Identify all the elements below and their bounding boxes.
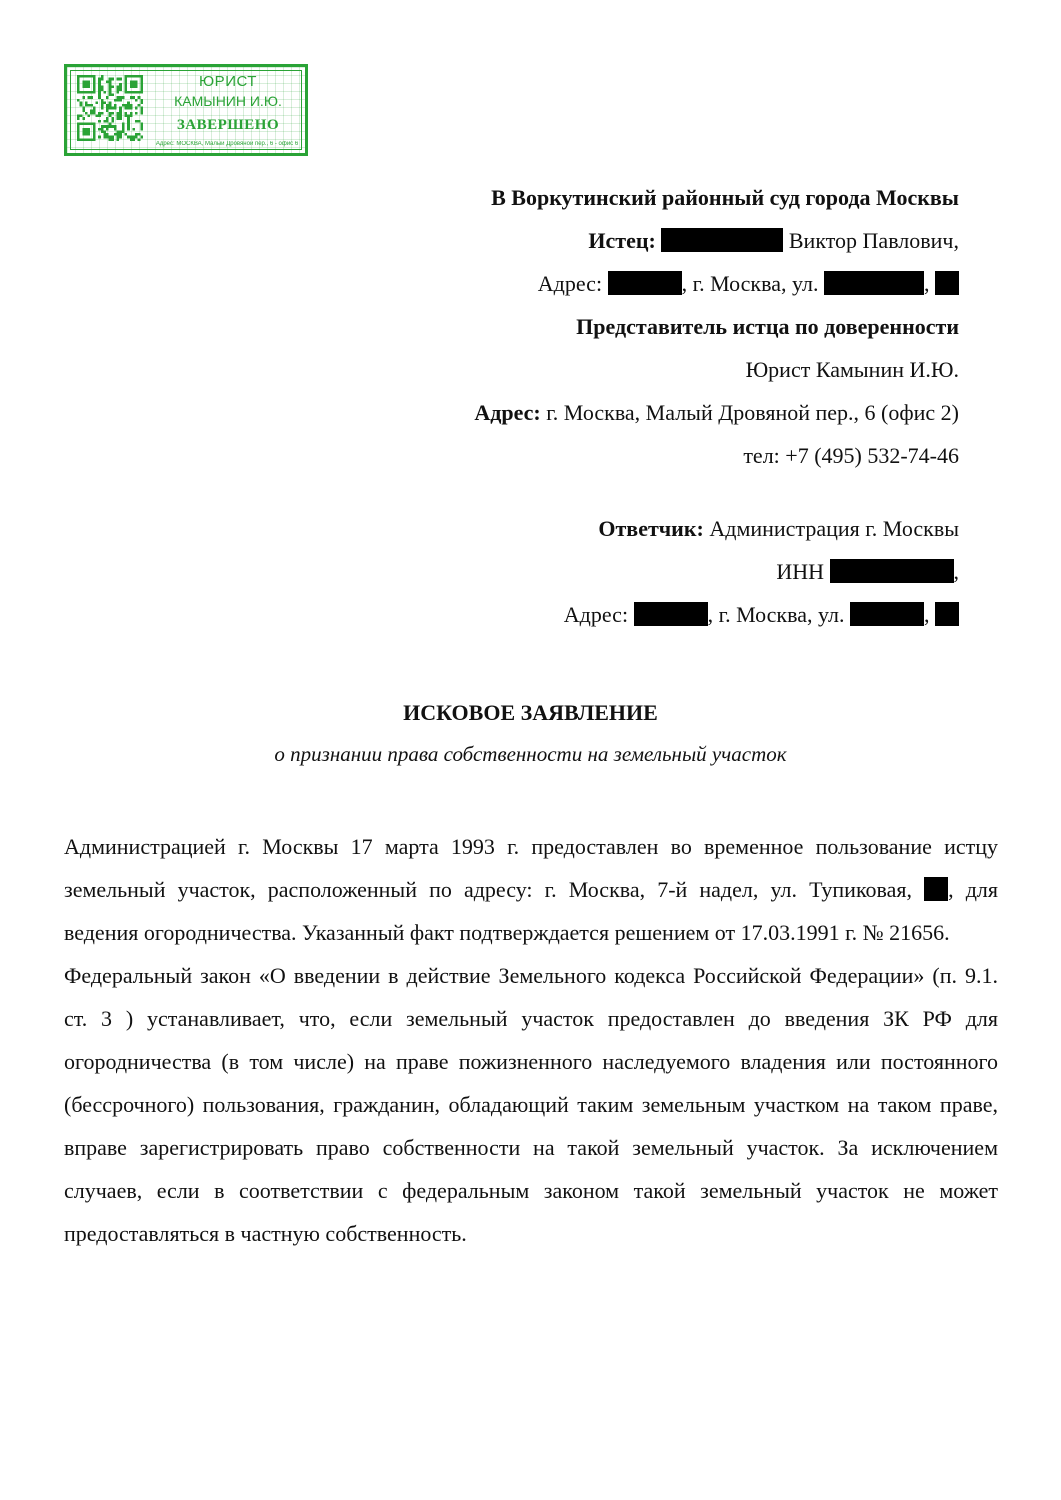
redacted-surname xyxy=(661,228,783,252)
inn-comma: , xyxy=(953,559,959,584)
representative-label: Представитель истца по доверенности xyxy=(576,314,959,339)
representative-address-label: Адрес: xyxy=(474,400,541,425)
defendant-address-line xyxy=(259,597,959,640)
redacted-defendant-postcode xyxy=(634,602,708,626)
defendant-address-label: Адрес: xyxy=(563,602,629,627)
defendant-inn-line xyxy=(259,554,959,597)
representative-address: г. Москва, Малый Дровяной пер., 6 (офис 2) xyxy=(546,400,959,425)
redacted-defendant-street xyxy=(850,602,924,626)
defendant-label: Ответчик: xyxy=(598,516,704,541)
representative-phone: тел: +7 (495) 532-74-46 xyxy=(743,443,959,468)
lawyer-stamp xyxy=(64,64,308,156)
defendant-name: Администрация г. Москвы xyxy=(709,516,959,541)
stamp-address: Адрес: МОСКВА, Малый Дровяной пер., 6 - офис 6 xyxy=(155,141,299,147)
defendant-line xyxy=(259,511,959,554)
redacted-street xyxy=(824,271,924,295)
plaintiff-label: Истец: xyxy=(588,228,656,253)
redacted-plot-number xyxy=(924,877,948,901)
redacted-postcode xyxy=(608,271,682,295)
address-comma: , xyxy=(924,271,930,296)
redacted-inn xyxy=(830,559,954,583)
defendant-address-city: , г. Москва, ул. xyxy=(707,602,845,627)
document-title: ИСКОВОЕ ЗАЯВЛЕНИЕ xyxy=(403,700,658,725)
representative-address-line xyxy=(259,395,959,438)
document-header xyxy=(259,180,959,640)
representative-name: Юрист Камынин И.Ю. xyxy=(745,357,959,382)
paragraph-2: Федеральный закон «О введении в действие Земельного кодекса Российской Федерации» (п. 9.1. ст. 3 ) устанавливает, что, если земельный участок предоставлен до введения ЗК РФ для огородничества (в том числе) на праве пожизненного наследуемого владения или постоянного (бессрочного) пользования, гражданин, обладающий таким земельным участком на таком праве, вправе зарегистрировать право собственности на такой земельный участок. За исключением случаев, если в соответствии с федеральным законом такой земельный участок не может предоставляться в частную собственность. xyxy=(64,963,998,1246)
paragraph-1-end: , для ведения огородничества. Указанный факт подтверждается решением от 17.03.1991 г. № 21656. xyxy=(64,877,998,945)
stamp-title: ЮРИСТ xyxy=(199,73,257,90)
plaintiff-address-label: Адрес: xyxy=(537,271,603,296)
paragraph-1-start: Администрацией г. Москвы 17 марта 1993 г. предоставлен во временное пользование истцу земельный участок, расположенный по адресу: г. Москва, 7-й надел, ул. Тупиковая, xyxy=(64,834,998,902)
document-subtitle: о признании права собственности на земельный участок xyxy=(274,742,787,766)
stamp-status: ЗАВЕРШЕНО xyxy=(176,117,280,133)
paragraph-1 xyxy=(64,825,998,954)
court-name: В Воркутинский районный суд города Москвы xyxy=(491,185,959,210)
qr-code-icon xyxy=(77,75,143,141)
inn-label: ИНН xyxy=(776,559,824,584)
plaintiff-address-line xyxy=(259,266,959,309)
plaintiff-address-city: , г. Москва, ул. xyxy=(681,271,819,296)
defendant-address-comma: , xyxy=(924,602,930,627)
document-body xyxy=(64,825,998,1255)
stamp-name: КАМЫНИН И.Ю. xyxy=(174,93,282,109)
plaintiff-name: Виктор Павлович, xyxy=(788,228,959,253)
plaintiff-line xyxy=(259,223,959,266)
redacted-house xyxy=(935,271,959,295)
redacted-defendant-house xyxy=(935,602,959,626)
